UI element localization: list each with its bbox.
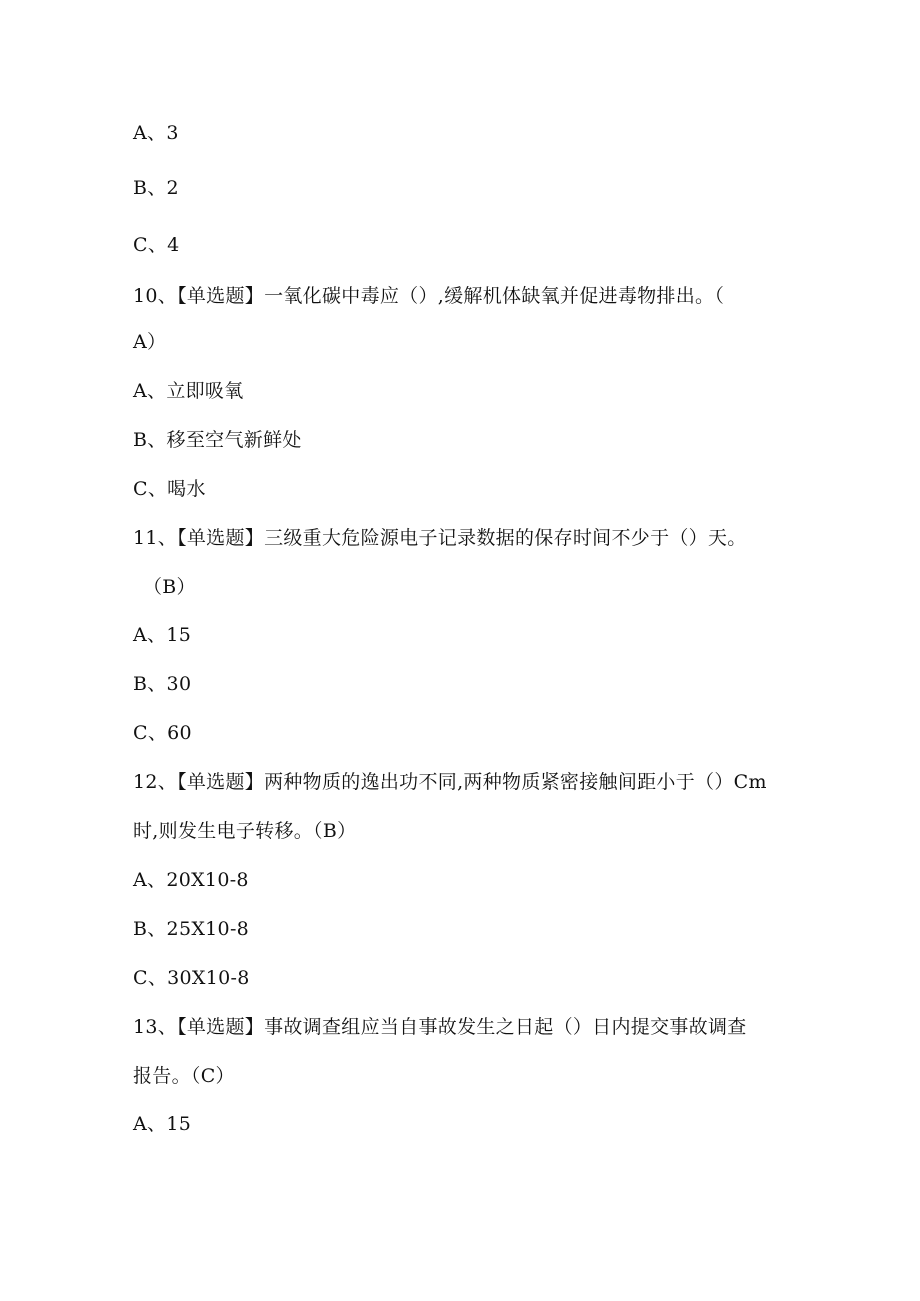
question-10-text: 10、【单选题】一氧化碳中毒应（）,缓解机体缺氧并促进毒物排出。（: [133, 285, 725, 307]
question-12-text: 12、【单选题】两种物质的逸出功不同,两种物质紧密接触间距小于（）Cm: [133, 771, 767, 793]
question-11-option-a: A、15: [133, 624, 192, 646]
option-b: B、2: [133, 177, 179, 199]
option-c: C、4: [133, 234, 180, 256]
question-10-option-a: A、立即吸氧: [133, 380, 244, 402]
question-11-text: 11、【单选题】三级重大危险源电子记录数据的保存时间不少于（）天。: [133, 527, 747, 549]
question-12-option-a: A、20X10-8: [133, 869, 249, 891]
question-10-option-c: C、喝水: [133, 478, 206, 500]
question-12-option-c: C、30X10-8: [133, 967, 250, 989]
question-11-option-b: B、30: [133, 673, 192, 695]
question-12-answer: 时,则发生电子转移。（B）: [133, 820, 357, 842]
option-a: A、3: [133, 122, 179, 144]
question-13-answer: 报告。（C）: [133, 1065, 235, 1087]
question-11-answer: （B）: [143, 576, 196, 598]
question-12-option-b: B、25X10-8: [133, 918, 250, 940]
question-13-text: 13、【单选题】事故调查组应当自事故发生之日起（）日内提交事故调查: [133, 1016, 747, 1038]
question-13-option-a: A、15: [133, 1113, 192, 1135]
question-10-answer: A）: [133, 331, 167, 353]
question-11-option-c: C、60: [133, 722, 192, 744]
question-10-option-b: B、移至空气新鲜处: [133, 429, 302, 451]
